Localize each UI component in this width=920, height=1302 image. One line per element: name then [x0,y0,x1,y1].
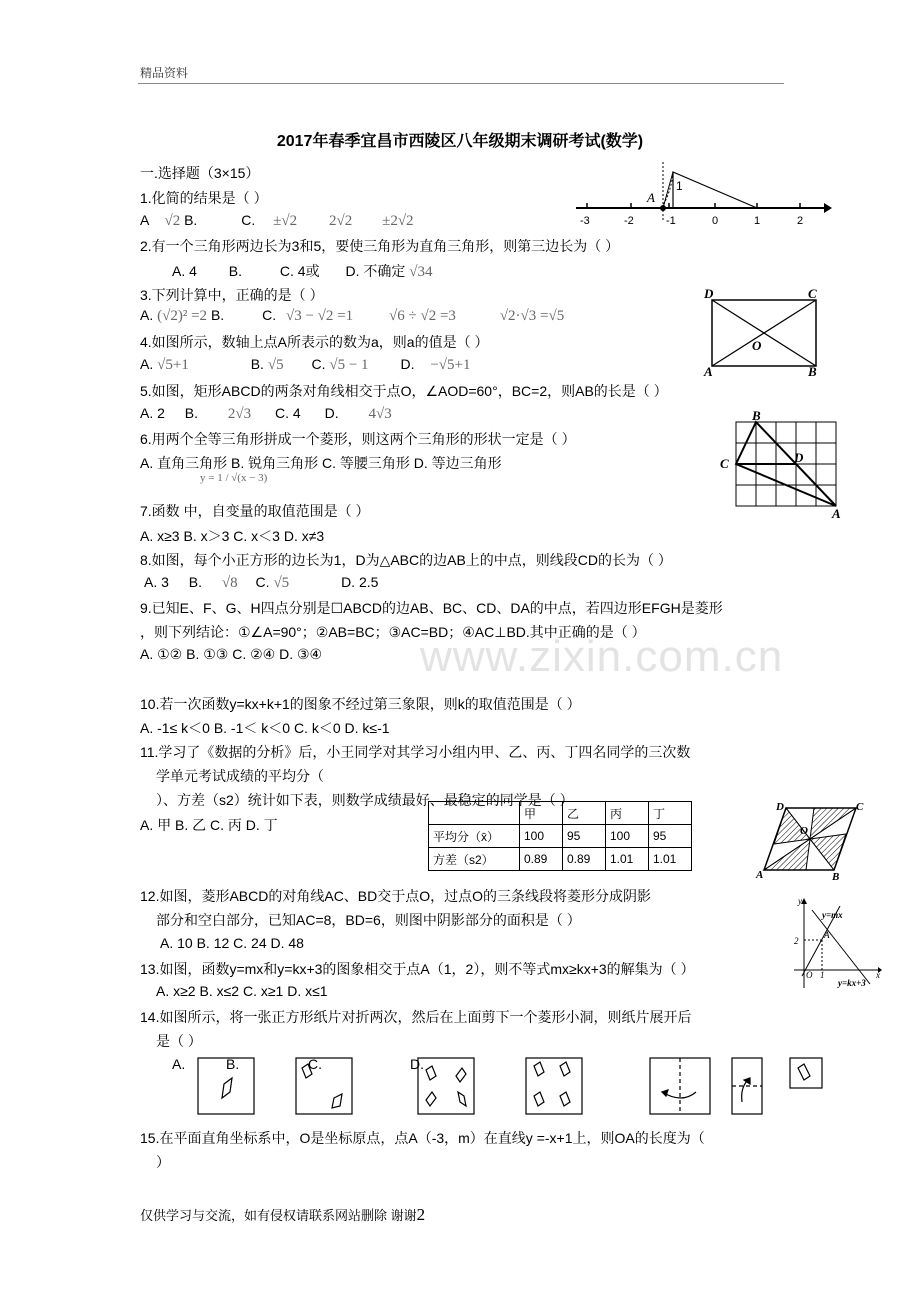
q4-opt-a-expr: √5+1 [157,357,189,373]
table-cell: 100 [606,825,649,848]
q7-formula: y = 1 / √(x − 3) [200,472,268,484]
table-cell: 乙 [563,802,606,825]
q14-stem-1: 14.如图所示，将一张正方形纸片对折两次，然后在上面剪下一个菱形小洞，则纸片展开后 [140,1009,692,1025]
q14-option-a-hole [222,1078,232,1098]
number-line-figure [572,158,832,228]
q8-opt-d: D. 2.5 [341,574,379,590]
q1-opt-b: B. [184,212,198,228]
q11-options: A. 甲 B. 乙 C. 丙 D. 丁 [140,817,278,833]
q14-option-c-hole [426,1066,436,1080]
nl-height-label: 1 [676,179,683,193]
graph-kx-label: y=kx+3 [838,978,866,988]
table-cell [429,802,520,825]
table-cell: 95 [563,825,606,848]
rh-label-c: C [856,801,864,813]
q3-opt-e-expr: √2·√3 =√5 [499,308,565,324]
q14-option-b-hole [332,1094,342,1108]
grid-label-a: A [832,506,841,521]
nl-tick-2: 2 [797,215,804,227]
q4-opt-d: D. [400,356,415,372]
q12-options: A. 10 B. 12 C. 24 D. 48 [160,935,304,951]
table-cell: 95 [649,825,692,848]
q11-stem-1: 11.学习了《数据的分析》后，小王同学对其学习小组内甲、乙、丙、丁四名同学的三次数 [140,744,691,760]
fold-step-3-hole [798,1064,810,1080]
q5-stem: 5.如图，矩形ABCD的两条对角线相交于点O，∠AOD=60°，BC=2，则AB的长是（ ） [140,383,668,399]
q14-opt-d: D. [410,1056,424,1072]
nl-tick-m2: -2 [624,215,634,227]
graph-mx-label: y=mx [822,910,843,920]
table-cell: 丁 [649,802,692,825]
q15-stem-1: 15.在平面直角坐标系中，O是坐标原点，点A（-3，m）在直线y =-x+1上，则OA的长度为（ [140,1130,705,1146]
q1-opt-a: A [140,212,149,228]
graph-tick-1: 1 [820,970,825,980]
q12-stem-2: 部分和空白部分，已知AC=8，BD=6，则图中阴影部分的面积是（ ） [156,912,581,928]
q8-opt-b-expr: √8 [221,575,238,591]
nl-tick-1: 1 [754,215,761,227]
q3-opt-c: C. [262,307,277,323]
table-row [429,848,692,871]
rect-label-a: A [704,364,713,379]
q1-opt-e-expr: ±2√2 [382,213,414,229]
graph-x-label: x [876,970,880,980]
q4-opt-b: B. [250,356,264,372]
paper-folding-figures [196,1056,826,1118]
q14-stem-2: 是（ ） [156,1033,202,1049]
table-cell: 0.89 [520,848,563,871]
table-row [429,825,692,848]
q11-stem-3: ）、方差（s2）统计如下表，则数学成绩最好、最稳定的同学是（ ） [156,792,574,808]
grid-label-d: D [794,450,804,465]
q2-stem: 2.有一个三角形两边长为3和5，要使三角形为直角三角形，则第三边长为（ ） [140,238,620,254]
q3-opt-b: B. [210,307,225,323]
q8-opt-c: C. [255,574,270,590]
q6-stem: 6.用两个全等三角形拼成一个菱形，则这两个三角形的形状一定是（ ） [140,431,576,447]
rh-label-b: B [832,871,840,883]
q5-opt-d-expr: 4√3 [368,406,392,422]
q4-opt-c: C. [311,356,326,372]
table-cell: 0.89 [563,848,606,871]
q13-options: A. x≥2 B. x≤2 C. x≥1 D. x≤1 [156,983,328,999]
footer [140,1205,425,1225]
graph-figure [786,896,882,992]
nl-tick-0: 0 [712,215,719,227]
q2-opt-d-expr: √34 [409,264,433,280]
q13-stem: 13.如图，函数y=mx和y=kx+3的图象相交于点A（1，2），则不等式mx≥kx+3的解集为（ ） [140,961,695,977]
page-number: 2 [416,1205,426,1224]
table-header-row [429,802,692,825]
table-cell: 1.01 [606,848,649,871]
header-label: 精品资料 [140,66,189,80]
footer-text: 仅供学习与交流，如有侵权请联系网站删除 谢谢 [140,1208,417,1223]
q5-opt-b-expr: 2√3 [227,406,252,422]
header-rule [138,83,784,84]
table-cell: 丙 [606,802,649,825]
rect-label-o: O [752,338,762,353]
q4-opt-b-expr: √5 [267,357,284,373]
fold-step-3-square [790,1058,822,1088]
q2-options [172,261,433,281]
q2-opt-b: B. [228,263,243,279]
q9-stem-1: 9.已知E、F、G、H四点分别是☐ABCD的边AB、BC、CD、DA的中点，若四边形EFGH是菱形 [140,600,723,616]
q6-options: A. 直角三角形 B. 锐角三角形 C. 等腰三角形 D. 等边三角形 [140,455,502,471]
q5-opt-a: A. 2 [140,405,165,421]
grid-figure [716,406,848,522]
q7-options: A. x≥3 B. x＞3 C. x＜3 D. x≠3 [140,528,325,544]
q1-options [140,212,414,230]
q8-opt-c-expr: √5 [273,575,290,591]
q5-options [140,405,392,423]
section-heading: 一.选择题（3×15） [140,165,260,181]
q2-opt-c: C. 4或 [279,263,320,279]
table-cell: 1.01 [649,848,692,871]
q9-options: A. ①② B. ①③ C. ②④ D. ③④ [140,646,323,662]
rect-label-d: D [704,286,714,301]
graph-point-a: A [824,930,830,940]
watermark: www.zixin.com.cn [420,632,784,681]
q9-stem-2: ，则下列结论：①∠A=90°；②AB=BC；③AC=BD；④AC⊥BD.其中正确的是（ ） [140,624,646,640]
q15-stem-2: ） [156,1154,170,1170]
q8-options [144,574,378,592]
q14-option-d-hole [534,1092,544,1106]
nl-tick-m1: -1 [666,215,676,227]
q3-opt-c-expr: √3 − √2 =1 [285,308,354,324]
q3-opt-a: A. [140,307,154,323]
table-cell: 方差（s2） [429,848,520,871]
rect-label-b: B [808,364,817,379]
q12-stem-1: 12.如图，菱形ABCD的对角线AC、BD交于点O，过点O的三条线段将菱形分成阴影 [140,888,652,904]
q4-opt-d-expr: −√5+1 [430,357,471,373]
q14-option-d-hole [534,1062,544,1076]
q14-option-a-square [198,1058,254,1114]
q3-options [140,307,564,325]
q5-opt-b: B. [184,405,199,421]
q3-opt-a-expr: (√2)² =2 [157,308,208,324]
q14-option-c-hole [458,1092,466,1106]
q1-opt-d-expr: 2√2 [328,213,353,229]
q14-option-c-hole [426,1092,436,1106]
q2-opt-a: A. 4 [172,263,197,279]
page-title: 2017年春季宜昌市西陵区八年级期末调研考试(数学) [276,133,644,150]
grid-label-c: C [720,456,729,471]
q1-stem: 1.化简的结果是（ ） [140,190,268,206]
q1-opt-c: C. [241,212,256,228]
q14-option-d-hole [560,1062,570,1076]
q1-opt-c-expr: ±√2 [273,213,298,229]
rh-label-o: O [800,825,808,837]
q8-opt-b: B. [188,574,203,590]
q14-opt-a: A. [172,1056,186,1072]
q1-opt-a-expr: √2 [164,213,181,229]
q5-opt-c: C. 4 [275,405,301,421]
q2-opt-d: D. 不确定 [345,263,406,279]
q14-opt-b: B. [226,1056,240,1072]
q4-options [140,356,471,374]
nl-point-a: A [647,190,655,205]
q3-opt-d-expr: √6 ÷ √2 =3 [389,308,456,324]
q7-stem: 7.函数 中，自变量的取值范围是（ ） [140,503,370,519]
q5-opt-d: D. [324,405,339,421]
table-cell: 甲 [520,802,563,825]
q4-stem: 4.如图所示，数轴上点A所表示的数为a，则a的值是（ ） [140,334,489,350]
q8-stem: 8.如图，每个小正方形的边长为1，D为△ABC的边AB上的中点，则线段CD的长为（ ） [140,552,672,568]
q14-opt-c: C. [308,1056,322,1072]
graph-tick-2: 2 [794,936,799,946]
rh-label-d: D [776,801,784,813]
rh-label-a: A [756,869,764,881]
q3-stem: 3.下列计算中，正确的是（ ） [140,287,324,303]
graph-y-label: y [798,896,802,906]
q10-options: A. -1≤ k＜0 B. -1＜ k＜0 C. k＜0 D. k≤-1 [140,720,390,736]
grid-label-b: B [752,408,761,423]
q4-opt-c-expr: √5 − 1 [329,357,369,373]
q11-stem-2: 学单元考试成绩的平均分（ [156,768,324,784]
rect-label-c: C [808,286,817,301]
rhombus-figure [752,798,872,882]
table-cell: 平均分（x̄） [429,825,520,848]
q14-option-c-hole [456,1068,466,1082]
q14-option-b-hole [302,1064,312,1078]
nl-tick-m3: -3 [580,215,590,227]
graph-origin: O [806,970,813,980]
rectangle-figure [702,284,828,378]
variance-table [428,801,692,871]
q10-stem: 10.若一次函数y=kx+k+1的图象不经过第三象限，则k的取值范围是（ ） [140,696,581,712]
q8-opt-a: A. 3 [144,574,169,590]
q14-option-d-hole [560,1092,570,1106]
table-cell: 100 [520,825,563,848]
q4-opt-a: A. [140,356,154,372]
